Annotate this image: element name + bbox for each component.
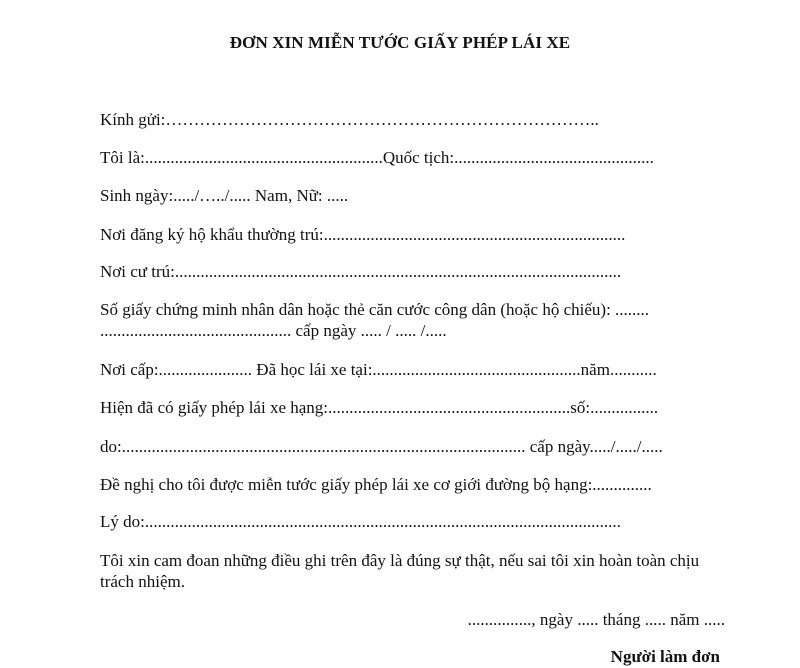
permanent-residence-line: Nơi đăng ký hộ khẩu thường trú:....................................................................... (100, 225, 626, 244)
date-line: ..............., ngày ..... tháng ..... năm ..... (467, 610, 725, 629)
id-number-line-2: ............................................. cấp ngày ..... / ..... /..... (100, 321, 447, 340)
id-number-line-1: Số giấy chứng minh nhân dân hoặc thẻ căn cước công dân (hoặc hộ chiếu): ........ (100, 300, 650, 319)
declaration-line-1: Tôi xin cam đoan những điều ghi trên đây là đúng sự thật, nếu sai tôi xin hoàn toàn chịu (100, 551, 700, 570)
issue-place-training-line: Nơi cấp:...................... Đã học lái xe tại:.................................................năm........... (100, 360, 657, 379)
declaration-line-2: trách nhiệm. (100, 572, 185, 591)
license-class-line: Hiện đã có giấy phép lái xe hạng:.........................................................số:................ (100, 398, 659, 417)
birthdate-gender-line: Sinh ngày:...../…../..... Nam, Nữ: ..... (100, 186, 349, 205)
issued-by-line: do:............................................................................................... cấp ngày...../...../..... (100, 437, 663, 456)
reason-line: Lý do:................................................................................................................ (100, 512, 621, 531)
request-line: Đề nghị cho tôi được miễn tước giấy phép lái xe cơ giới đường bộ hạng:.............. (100, 475, 652, 494)
recipient-line: Kính gửi:………………………………………………………………….. (100, 110, 599, 129)
signer-label: Người làm đơn (610, 647, 720, 666)
document-title: ĐƠN XIN MIỄN TƯỚC GIẤY PHÉP LÁI XE (229, 33, 571, 52)
name-nationality-line: Tôi là:........................................................Quốc tịch:............................................... (100, 148, 654, 167)
current-residence-line: Nơi cư trú:......................................................................................................... (100, 262, 622, 281)
